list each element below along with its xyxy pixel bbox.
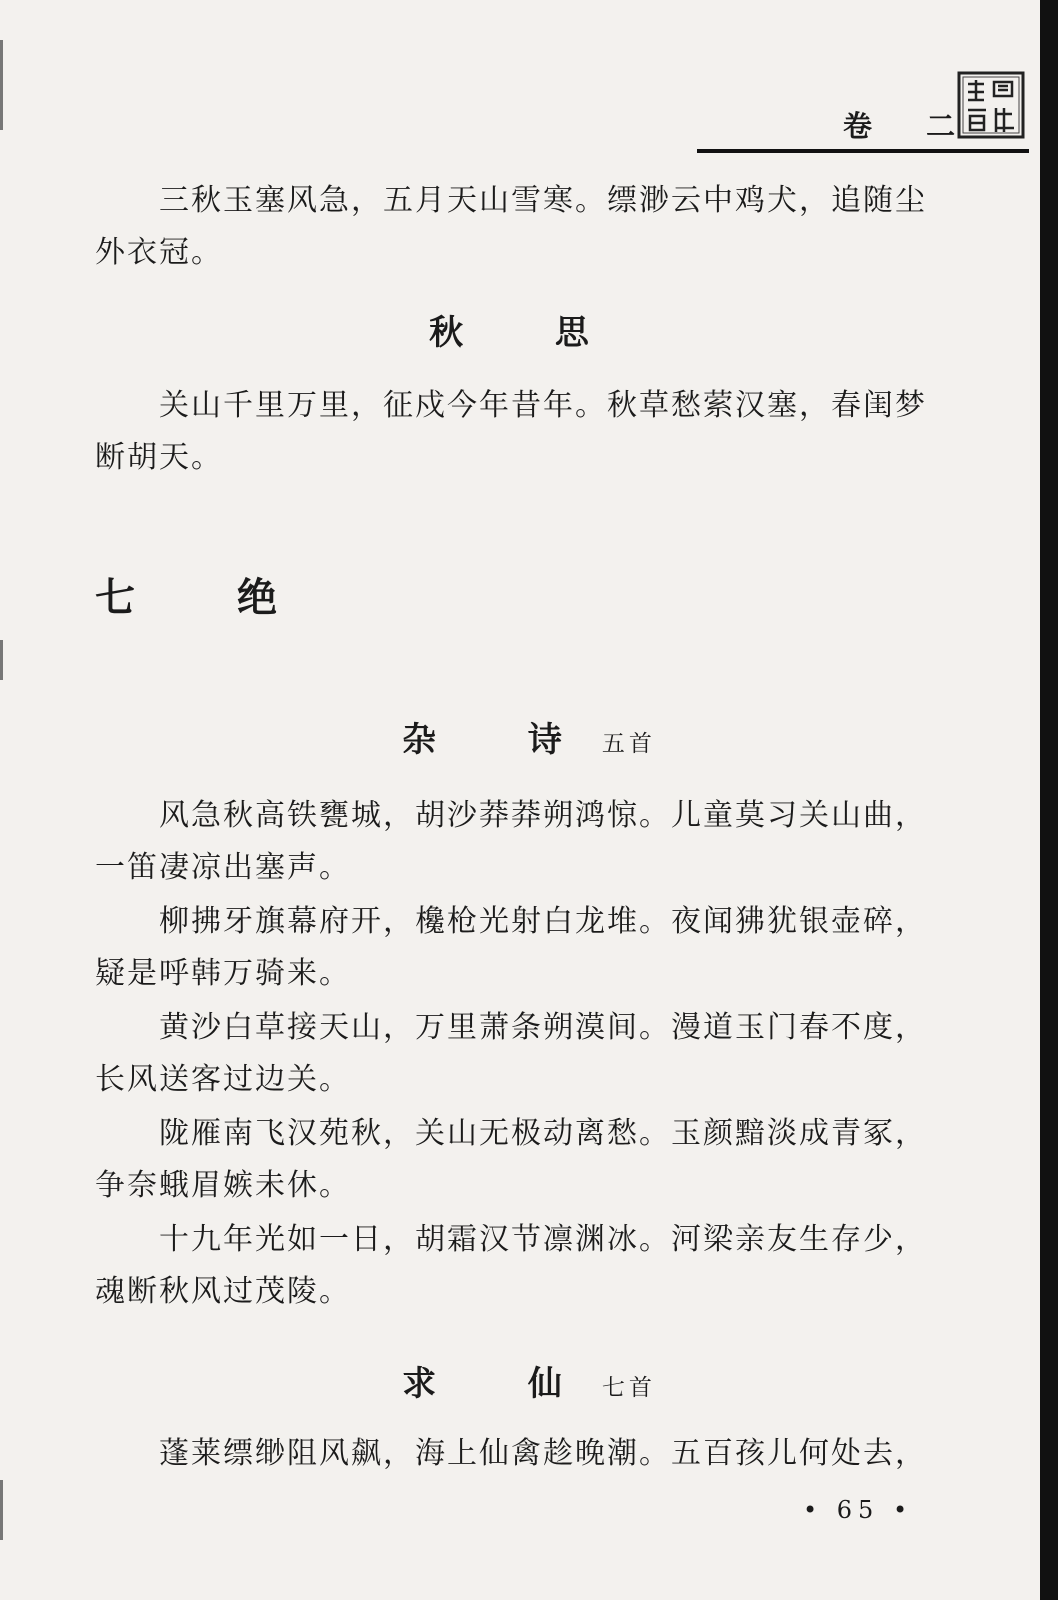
poem-title-text: 秋 思	[429, 313, 629, 353]
scan-edge-mark	[0, 40, 3, 130]
poem-text: 关山千里万里，征戍今年昔年。秋草愁萦汉塞，春闺梦断胡天。	[95, 388, 927, 475]
poem-title	[0, 1356, 1058, 1405]
poem-text: 陇雁南飞汉苑秋，关山无极动离愁。玉颜黯淡成青冢，争奈蛾眉嫉未休。	[95, 1116, 927, 1203]
poem-title	[0, 305, 1058, 354]
poem-count-note: 七首	[601, 1375, 656, 1401]
poem-title-text: 杂 诗	[402, 720, 602, 760]
section-heading: 七 绝	[95, 574, 321, 621]
poem-text: 蓬莱缥缈阻风飙，海上仙禽趁晚潮。五百孩儿何处去，	[159, 1436, 927, 1471]
poem-text: 柳拂牙旗幕府开，欃枪光射白龙堆。夜闻狒犹银壶碎，疑是呼韩万骑来。	[95, 904, 927, 991]
scan-edge-mark	[0, 1480, 3, 1540]
running-head: 卷 二	[843, 109, 978, 143]
poem-text: 三秋玉塞风急，五月天山雪寒。缥渺云中鸡犬，追随尘外衣冠。	[95, 183, 927, 270]
header-rule	[697, 149, 1029, 153]
poem-text: 风急秋高铁甕城，胡沙莽莽朔鸿惊。儿童莫习关山曲，一笛凄凉出塞声。	[95, 798, 927, 885]
poem-text: 黄沙白草接天山，万里萧条朔漠间。漫道玉门春不度，长风送客过边关。	[95, 1010, 927, 1097]
poem-count-note: 五首	[601, 731, 656, 757]
poem-title	[0, 712, 1058, 761]
scan-edge-mark	[0, 640, 3, 680]
page-number: • 65 •	[803, 1496, 914, 1524]
poem-text: 十九年光如一日，胡霜汉节凛渊冰。河梁亲友生存少，魂断秋风过茂陵。	[95, 1222, 927, 1309]
seal-stamp-icon	[956, 70, 1026, 140]
poem-title-text: 求 仙	[402, 1364, 602, 1404]
